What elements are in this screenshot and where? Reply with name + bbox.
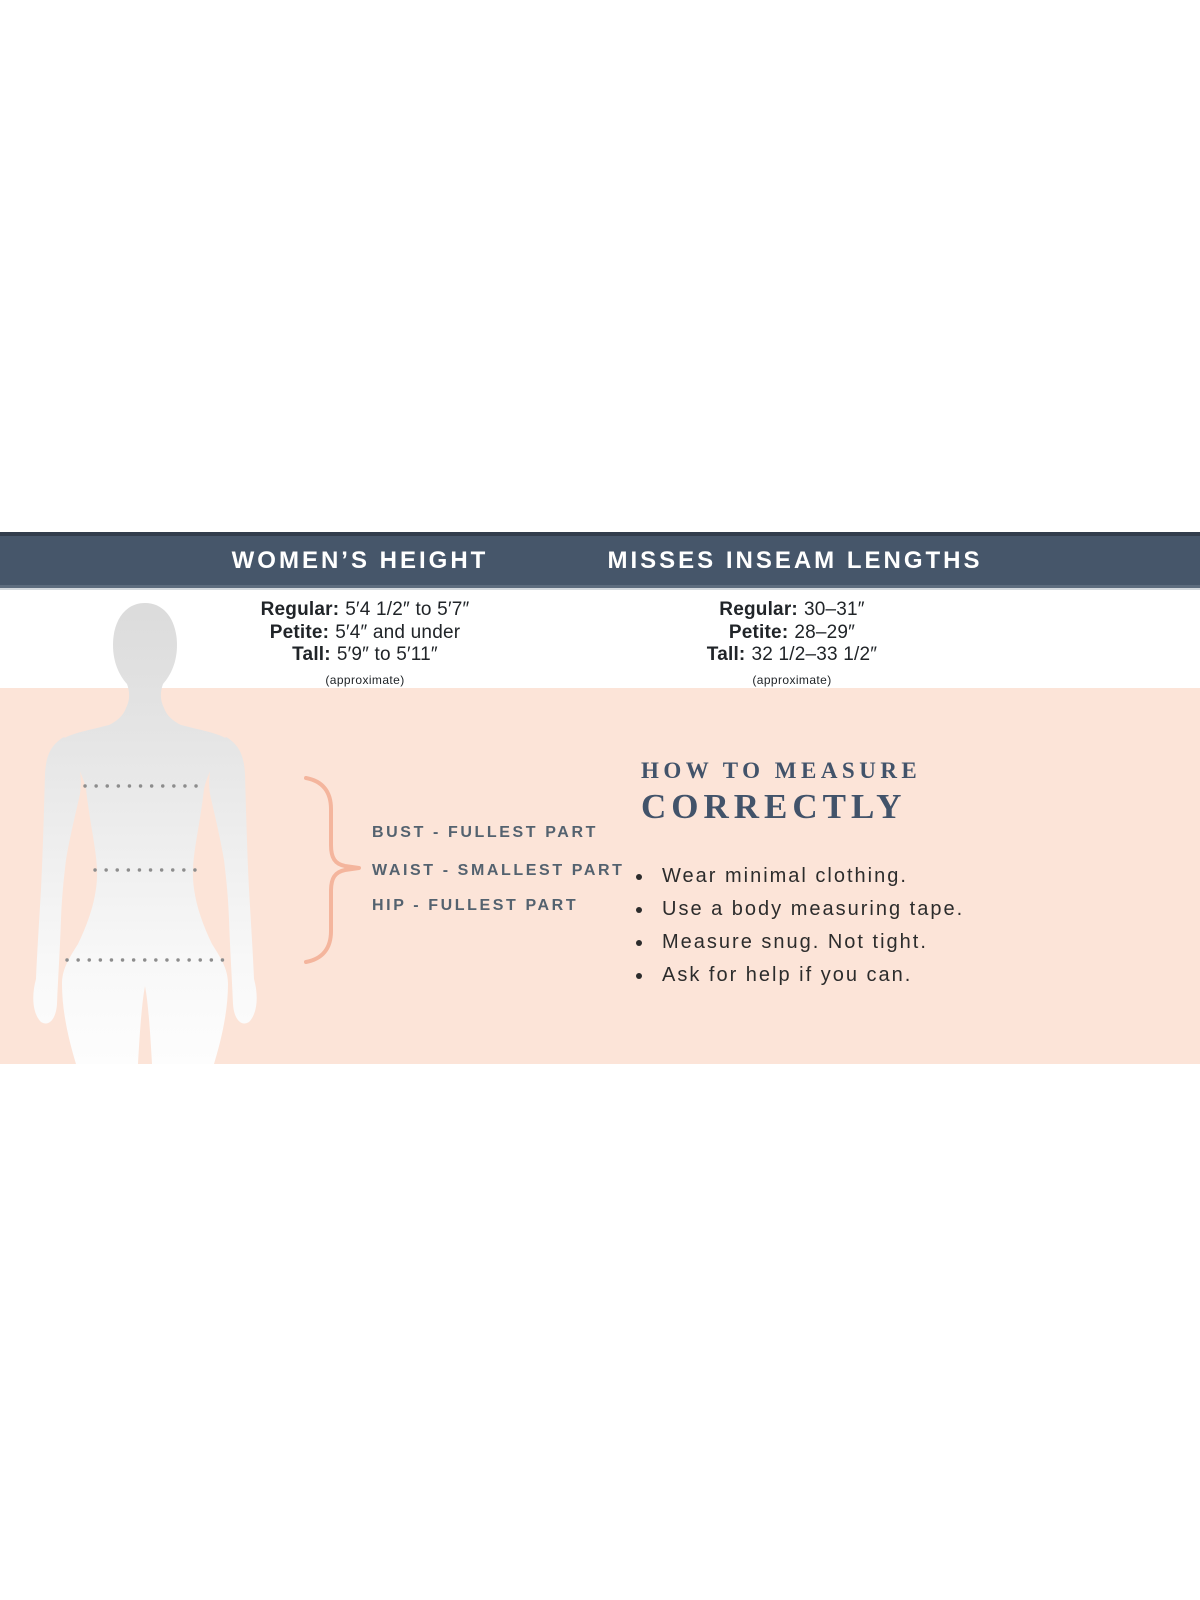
inseam-regular-value: 30–31″ [803,599,865,620]
section-header-bar [0,532,1200,588]
height-tall-value: 5′9″ to 5′11″ [336,644,438,665]
height-regular-label: Regular: [260,599,340,620]
bust-label: BUST - FULLEST PART [372,824,598,841]
height-regular-value: 5′4 1/2″ to 5′7″ [345,599,470,620]
height-approximate-note: (approximate) [325,672,405,687]
header-womens-height: WOMEN’S HEIGHT [231,546,489,574]
curly-brace-icon [302,775,362,965]
how-to-measure-heading [641,758,921,827]
tip-wear-minimal-clothing: Wear minimal clothing. [632,866,964,887]
tip-use-measuring-tape: Use a body measuring tape. [632,899,964,920]
inseam-petite-value: 28–29″ [794,621,856,643]
height-petite-label: Petite: [269,621,330,643]
tip-ask-for-help: Ask for help if you can. [632,965,964,986]
inseam-row-petite [592,622,992,645]
inseam-approximate-note: (approximate) [752,672,832,687]
heading-how-to-measure: HOW TO MEASURE [641,758,922,783]
inseam-regular-label: Regular: [719,599,798,620]
header-misses-inseam-lengths: MISSES INSEAM LENGTHS [607,546,983,574]
height-petite-value: 5′4″ and under [335,621,461,643]
misses-inseam-info [592,599,992,691]
inseam-petite-label: Petite: [728,621,789,643]
tip-measure-snug: Measure snug. Not tight. [632,932,964,953]
inseam-row-tall [592,644,992,667]
height-tall-label: Tall: [292,644,331,665]
inseam-tall-value: 32 1/2–33 1/2″ [751,644,878,665]
inseam-tall-label: Tall: [706,644,746,665]
heading-correctly: CORRECTLY [641,787,907,826]
female-body-silhouette-icon [20,598,270,1064]
hip-label: HIP - FULLEST PART [372,897,579,914]
inseam-row-regular [592,599,992,622]
measuring-tips-list [632,866,964,998]
silhouette-body [62,603,228,1064]
waist-label: WAIST - SMALLEST PART [372,862,625,879]
